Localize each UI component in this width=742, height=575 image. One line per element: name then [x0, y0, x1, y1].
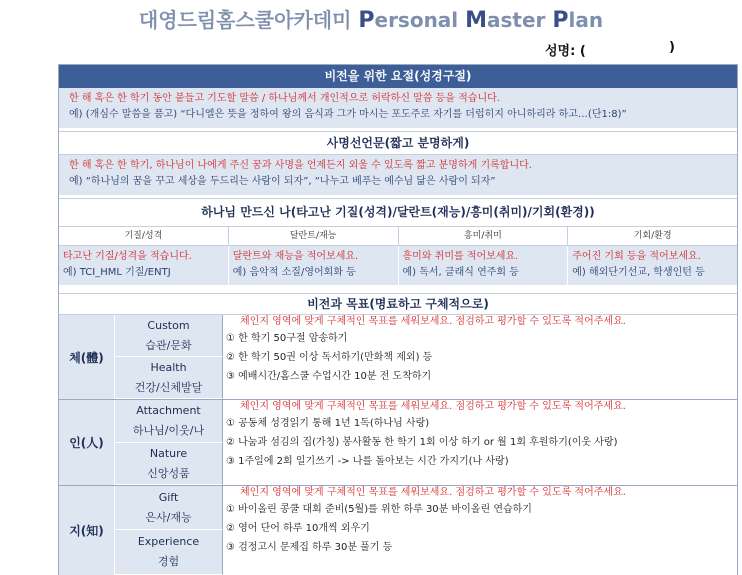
sub-category [115, 486, 223, 530]
col-temperament[interactable] [59, 246, 228, 285]
goal-item: ③ 예배시간/홈스쿨 수업시간 10분 전 도착하기 [226, 371, 432, 382]
sub-category-ko: 은사/재능 [145, 510, 192, 524]
goal-item: ① 한 학기 50구절 암송하기 [226, 333, 348, 344]
goal-item: ② 영어 단어 하루 10개씩 외우기 [226, 523, 370, 534]
col-opportunity-example: 예) 해외단기선교, 학생인턴 등 [572, 267, 705, 278]
sub-category-en: Nature [149, 446, 188, 460]
title-lan: lan [568, 8, 604, 32]
vision-header: 비전을 위한 요절(성경구절) [59, 65, 737, 88]
goals-header: 비전과 목표(명료하고 구체적으로) [59, 293, 737, 315]
name-field[interactable] [545, 40, 685, 59]
col-head-interest: 흥미/취미 [398, 227, 568, 245]
me-header: 하나님 만드신 나(타고난 기질(성격)/달란트(재능)/흥미(취미)/기회(환경)) [59, 198, 737, 227]
goal-section-people [59, 399, 737, 485]
goals-hint: 체인지 영역에 맞게 구체적인 목표를 세워보세요. 점검하고 평가할 수 있도록 적어주세요. [240, 487, 626, 498]
me-column-headers [59, 227, 737, 246]
col-talent-example: 예) 음악적 소질/영어회화 등 [232, 267, 356, 278]
vision-instruction: 한 해 혹은 한 학기 동안 붙들고 기도할 말씀 / 하나님께서 개인적으로 허락하신 말씀 등을 적습니다. [69, 93, 500, 104]
sub-category-en: Experience [137, 535, 200, 548]
goal-item: ① 바이올린 콩쿨 대회 준비(5월)를 위한 하루 30분 바이올린 연습하기 [226, 504, 532, 515]
sub-category [115, 315, 223, 357]
title-letter-p: P [358, 8, 375, 33]
vision-example: 예) (개심수 말씀을 품고) “다니엘은 뜻을 정하여 왕의 음식과 그가 마시는 포도주로 자기를 더럽히지 아니하리라 하고…(단1:8)” [69, 109, 627, 120]
mission-header: 사명선언문(짧고 분명하게) [59, 131, 737, 155]
me-columns [59, 246, 737, 285]
goal-section-knowledge [59, 485, 737, 575]
sub-category-ko: 건강/신체발달 [134, 380, 203, 394]
title-aster: aster [487, 8, 553, 32]
goal-item: ② 한 학기 50권 이상 독서하기(만화책 제외) 등 [226, 352, 433, 363]
col-opportunity[interactable] [567, 246, 737, 285]
title-academy: 대영드림홈스쿨아카데미 [138, 8, 359, 32]
goal-item: ② 나눔과 섬김의 집(가칭) 봉사활동 한 학기 1회 이상 하기 or 월 1회 후원하기(이웃 사랑) [226, 437, 618, 448]
col-temperament-instruction: 타고난 기질/성격을 적습니다. [63, 251, 192, 262]
sub-category [115, 530, 223, 575]
mission-example: 예) “하나님의 꿈을 꾸고 세상을 두드리는 사람이 되자”, “나누고 베푸는 예수님 닮은 사람이 되자” [69, 176, 496, 187]
sub-category [115, 443, 223, 485]
sub-category [115, 357, 223, 399]
col-head-talent: 달란트/재능 [228, 227, 398, 245]
col-interest-instruction: 흥미와 취미를 적어보세요. [402, 251, 519, 262]
sub-category-en: Custom [147, 318, 190, 332]
col-interest[interactable] [398, 246, 568, 285]
sub-category-ko: 경험 [157, 555, 180, 568]
col-opportunity-instruction: 주어진 기회 등을 적어보세요. [572, 251, 701, 262]
mission-instruction: 한 해 혹은 한 학기, 하나님이 나에게 주신 꿈과 사명을 언제든지 외울 수 있도록 짧고 분명하게 기록합니다. [69, 160, 532, 171]
goal-item: ① 공동체 성경읽기 통해 1년 1독(하나님 사랑) [226, 418, 430, 429]
col-head-temperament: 기질/성격 [124, 231, 163, 241]
sub-category-ko: 습관/문화 [145, 338, 192, 352]
goals-hint: 체인지 영역에 맞게 구체적인 목표를 세워보세요. 점검하고 평가할 수 있도록 적어주세요. [240, 316, 626, 327]
sub-category-en: Gift [158, 490, 179, 504]
mission-box[interactable] [59, 155, 737, 195]
goal-item: ③ 1주일에 2회 일기쓰기 -> 나를 돌아보는 시간 가지기(나 사랑) [226, 456, 509, 467]
goals-cell[interactable] [223, 400, 737, 485]
goal-item: ③ 검정고시 문제집 하루 30분 풀기 등 [226, 542, 393, 553]
sub-category-en: Attachment [136, 404, 201, 417]
goals-cell[interactable] [223, 315, 737, 399]
goal-section-body [59, 315, 737, 399]
name-label: 성명: ( [545, 44, 586, 59]
goals-cell[interactable] [223, 486, 737, 575]
section-main-label: 지(知) [59, 486, 115, 575]
sub-category-en: Health [150, 360, 187, 374]
vision-box[interactable] [59, 88, 737, 128]
title-letter-m: M [465, 8, 488, 33]
col-talent-instruction: 달란트와 재능을 적어보세요. [232, 251, 359, 262]
col-temperament-example: 예) TCI_HML 기질/ENTJ [63, 267, 171, 278]
section-main-label: 체(體) [59, 315, 115, 399]
goals-hint: 체인지 영역에 맞게 구체적인 목표를 세워보세요. 점검하고 평가할 수 있도록 적어주세요. [240, 401, 626, 412]
section-main-label: 인(人) [59, 400, 115, 485]
sub-category-ko: 신앙성품 [147, 466, 190, 480]
title-letter-p2: P [552, 8, 569, 33]
col-interest-example: 예) 독서, 클래식 연주회 등 [402, 267, 519, 278]
sub-category-ko: 하나님/이웃/나 [132, 424, 205, 437]
sub-category [115, 400, 223, 443]
document-title [0, 4, 742, 33]
plan-sheet [58, 64, 738, 575]
col-head-opportunity: 기회/환경 [567, 227, 737, 245]
title-ersonal: ersonal [374, 8, 466, 32]
name-close-paren: ) [669, 40, 675, 55]
col-talent[interactable] [228, 246, 398, 285]
